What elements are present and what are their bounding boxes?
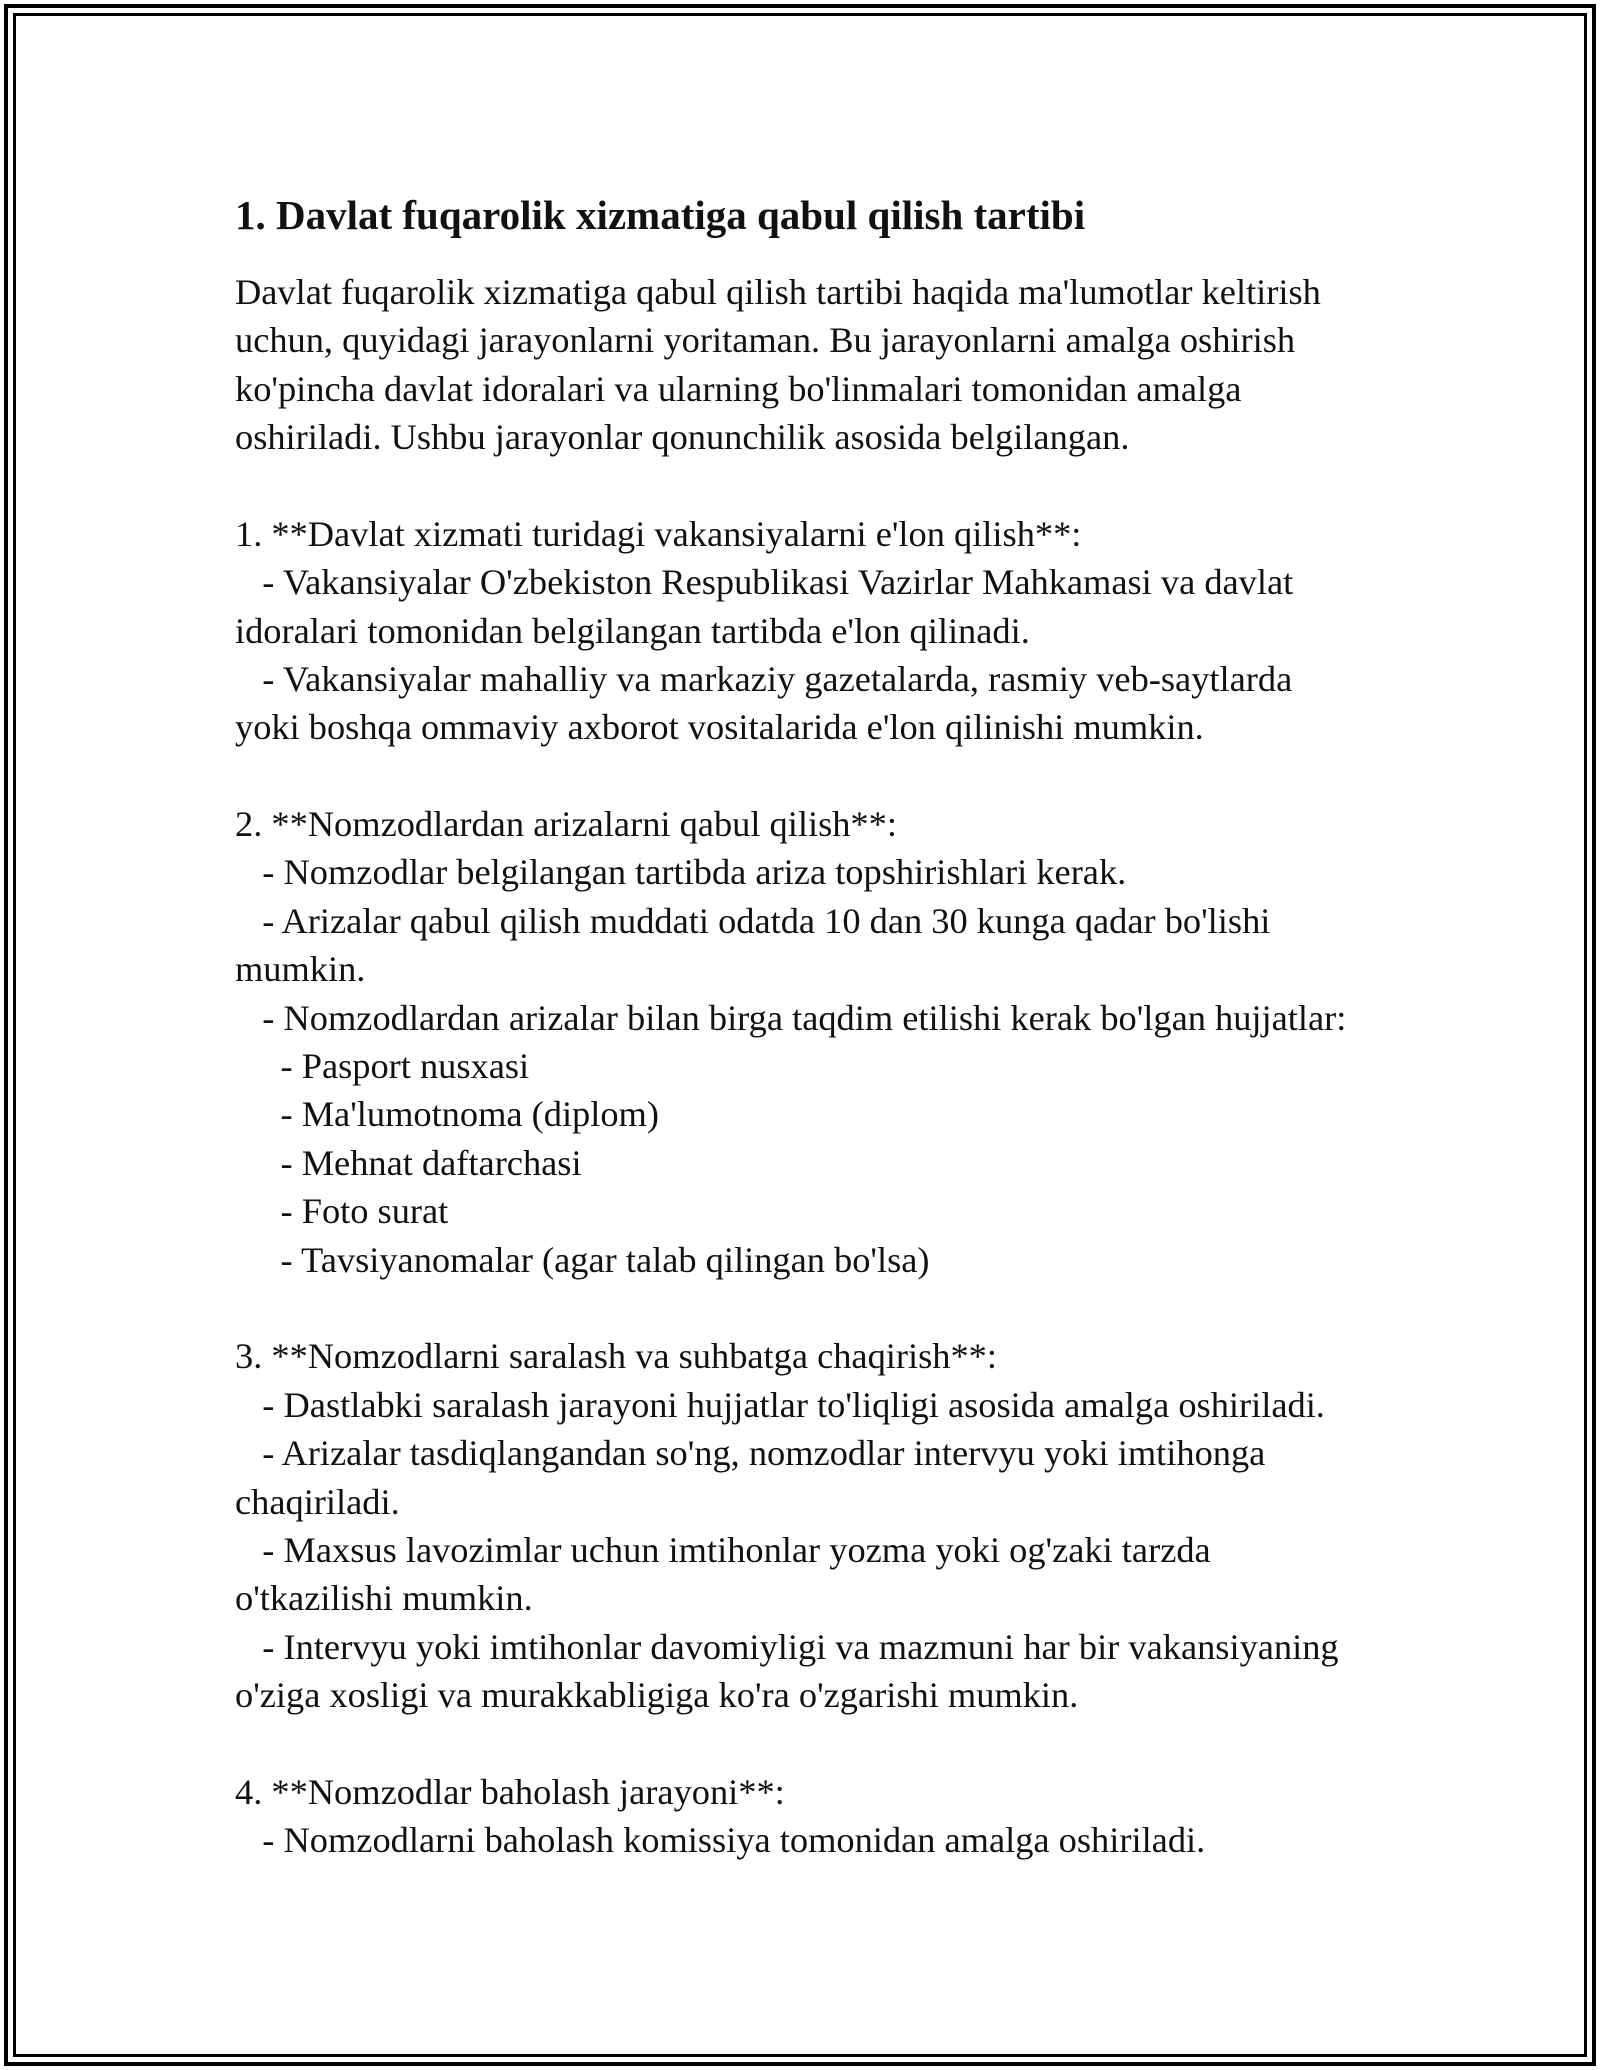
document-body <box>235 268 1535 1865</box>
intro-line: ko'pincha davlat idoralari va ularning bo'linmalari tomonidan amalga <box>235 368 1242 409</box>
section-line: - Maxsus lavozimlar uchun imtihonlar yozma yoki og'zaki tarzda <box>235 1529 1211 1570</box>
section-line: - Foto surat <box>235 1191 449 1232</box>
section-line: - Nomzodlardan arizalar bilan birga taqdim etilishi kerak bo'lgan hujjatlar: <box>235 997 1347 1038</box>
intro-line: Davlat fuqarolik xizmatiga qabul qilish tartibi haqida ma'lumotlar keltirish <box>235 271 1321 312</box>
section-line: - Arizalar tasdiqlangandan so'ng, nomzodlar intervyu yoki imtihonga <box>235 1433 1266 1474</box>
blank-line <box>235 461 1535 509</box>
section-line: - Pasport nusxasi <box>235 1046 530 1087</box>
section-line: - Arizalar qabul qilish muddati odatda 10 dan 30 kunga qadar bo'lishi <box>235 900 1271 941</box>
document <box>235 191 1535 1865</box>
section-line: - Nomzodlarni baholash komissiya tomonidan amalga oshiriladi. <box>235 1820 1206 1861</box>
section-heading: 1. **Davlat xizmati turidagi vakansiyalarni e'lon qilish**: <box>235 513 1082 554</box>
section-line: yoki boshqa ommaviy axborot vositalarida e'lon qilinishi mumkin. <box>235 707 1204 748</box>
blank-line <box>235 752 1535 800</box>
section-line: - Vakansiyalar O'zbekiston Respublikasi Vazirlar Mahkamasi va davlat <box>235 562 1294 603</box>
section-line: mumkin. <box>235 949 366 990</box>
section-line: chaqiriladi. <box>235 1481 400 1522</box>
intro-line: oshiriladi. Ushbu jarayonlar qonunchilik asosida belgilangan. <box>235 416 1130 457</box>
section-line: - Mehnat daftarchasi <box>235 1142 582 1183</box>
section-heading: 3. **Nomzodlarni saralash va suhbatga chaqirish**: <box>235 1336 997 1377</box>
document-title: 1. Davlat fuqarolik xizmatiga qabul qilish tartibi <box>235 192 1086 238</box>
section-line: - Tavsiyanomalar (agar talab qilingan bo'lsa) <box>235 1239 930 1280</box>
section-line: - Dastlabki saralash jarayoni hujjatlar to'liqligi asosida amalga oshiriladi. <box>235 1384 1325 1425</box>
section-line: - Nomzodlar belgilangan tartibda ariza topshirishlari kerak. <box>235 852 1127 893</box>
blank-line <box>235 1284 1535 1332</box>
section-line: o'ziga xosligi va murakkabligiga ko'ra o'zgarishi mumkin. <box>235 1675 1079 1716</box>
section-line: - Ma'lumotnoma (diplom) <box>235 1094 659 1135</box>
section-line: o'tkazilishi mumkin. <box>235 1578 533 1619</box>
blank-line <box>235 1720 1535 1768</box>
section-heading: 2. **Nomzodlardan arizalarni qabul qilish**: <box>235 804 897 845</box>
intro-line: uchun, quyidagi jarayonlarni yoritaman. Bu jarayonlarni amalga oshirish <box>235 320 1296 361</box>
section-heading: 4. **Nomzodlar baholash jarayoni**: <box>235 1771 785 1812</box>
section-line: - Vakansiyalar mahalliy va markaziy gazetalarda, rasmiy veb-saytlarda <box>235 658 1293 699</box>
section-line: - Intervyu yoki imtihonlar davomiyligi va mazmuni har bir vakansiyaning <box>235 1626 1339 1667</box>
section-line: idoralari tomonidan belgilangan tartibda e'lon qilinadi. <box>235 610 1030 651</box>
